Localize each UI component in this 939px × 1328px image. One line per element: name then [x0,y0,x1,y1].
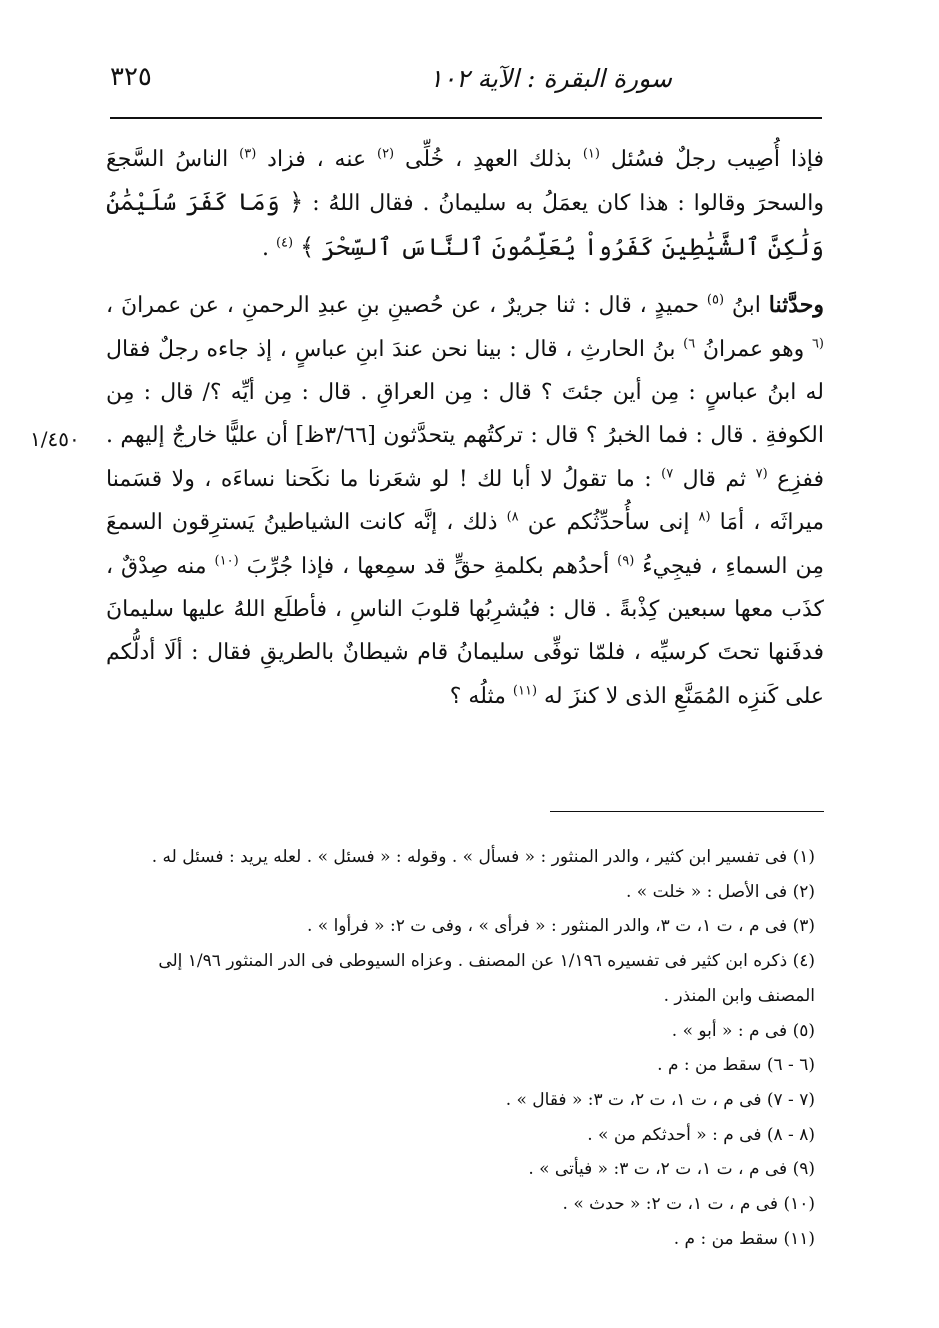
text-segment: إنى سأُحدِّثُكم عن [527,510,690,536]
footnote-10: (١٠) فى م ، ت ١، ت ٢: « حدث » . [562,1194,815,1215]
footnote-5: (٥) فى م : « أبو » . [671,1020,815,1041]
text-segment: وهو عمرانُ [702,336,805,362]
footnote-ref: (٩) [617,553,635,569]
lead-word: وحدَّثنا [768,292,824,319]
text-segment: بذلك العهدِ ، خُلِّى [405,147,572,172]
paragraph-2 [106,284,824,718]
text-segment: فإذا أُصِيب رجلٌ فسُئل [610,147,824,172]
footnote-ref: (٥) [706,292,725,308]
page-number: ٣٢٥ [110,62,152,92]
text-segment: ثم قال [682,466,747,492]
footnote-ref: (٤) [275,235,294,251]
footnote-ref: (٦ [811,336,824,352]
text-segment: عنه ، فزاد [267,147,367,172]
footnote-ref: (١) [582,146,600,162]
footnote-ref: ٧) [661,466,674,482]
footnote-7: (٧ - ٧) فى م ، ت ١، ت ٢، ت ٣: « فقال » . [505,1089,815,1110]
text-segment: أحدُهم بكلمةِ حقٍّ قد سمِعها ، فإذا جُرِّبَ [246,553,610,579]
footnote-ref: (١١) [512,683,538,699]
text-segment: منه صِدْقٌ ، كذَب معها سبعين كِذْبةً . قال : فيُشرِبُها قلوبَ الناسِ ، فأطلَع اللهُ عليها سليمانَ فدفَنها تحتَ كرسيِّه ، فلمّا توفِّى سليمانُ قام شيطانٌ بالطريقِ فقال : ألَا أدلُّكم على كَنزِه المُمَنَّعِ الذى لا كنزَ له [106,553,824,709]
footnote-8: (٨ - ٨) فى م : « أحدثكم من » . [587,1124,815,1145]
text-segment: مثلُه ؟ [449,683,506,709]
main-text [106,138,824,718]
header-rule [110,117,822,119]
footnote-ref: ٦) [683,336,696,352]
footnotes [100,840,815,1256]
footnote-4: (٤) ذكره ابن كثير فى تفسيره ١/١٩٦ عن المصنف . وعزاه السيوطى فى الدر المنثور ١/٩٦ إلى المصنف وابن المنذر . [158,951,815,1006]
text-segment: ابنُ [731,293,761,319]
paragraph-1 [106,138,824,270]
footnote-ref: (٨ [698,509,711,525]
footnote-11: (١١) سقط من : م . [673,1228,815,1249]
text-segment: حميدٍ ، قال : ثنا جريرٌ ، عن حُصينِ بنِ عبدِ الرحمنِ ، عن عمرانَ ، [106,293,700,319]
footnote-9: (٩) فى م ، ت ١، ت ٢، ت ٣: « فيأتى » . [528,1159,815,1180]
footnote-3: (٣) فى م ، ت ١، ت ٣، والدر المنثور : « فرأى » ، وفى ت ٢: « فرأوا » . [306,916,815,937]
text-segment: الناسُ السَّجعَ والسحرَ وقالوا : هذا كان يعمَلُ به سليمانُ . فقال اللهُ : [106,147,824,217]
margin-reference: ١/٤٥٠ [30,427,80,451]
footnote-ref: (٢) [376,146,395,162]
text-segment: بنُ الحارثِ ، قال : بينا نحن عندَ ابنِ عباسٍ ، إذ جاءه رجلٌ فقال له ابنُ عباسٍ : مِن أين جئتَ ؟ قال : مِن العراقِ . قال : مِن أيِّه ؟/ قال : مِن الكوفةِ . قال : فما الخبرُ ؟ قال : تركتُهم يتحدَّثون [٣/٦٦ظ] أن عليًّا خارجٌ إليهم . ففزِع [106,336,825,492]
footnote-6: (٦ - ٦) سقط من : م . [657,1055,815,1076]
quran-verse: ﴿ وَمَا كَفَرَ سُلَيْمَٰنُ وَلَٰكِنَّ ٱلشَّيَٰطِينَ كَفَرُواْ يُعَلِّمُونَ ٱلنَّاسَ ٱلسِّحْرَ ﴾ [106,188,824,261]
footnote-1: (١) فى تفسير ابن كثير ، والدر المنثور : « فسأل » . وقوله : « فسئل » . لعله يريد : فسئل له . [151,847,815,867]
footnote-rule [550,811,824,812]
page-header [110,58,822,114]
text-segment: . [261,235,269,261]
text-segment: : ما تقولُ لا أبا لك ! لو شعَرنا ما نكَحنا نساءَه ، ولا قسَمنا ميراثَه ، أمَا [106,466,825,536]
footnote-ref: (٧ [755,466,768,482]
footnote-2: (٢) فى الأصل : « خلت » . [625,881,815,902]
text-segment: ذلك ، إنَّه كانت الشياطينُ يَسترِقون السمعَ مِن السماءِ ، فيجِيءُ [106,510,825,579]
footnote-ref: ٨) [506,509,519,525]
footnote-ref: (٣) [239,146,257,162]
footnote-ref: (١٠) [214,553,239,569]
running-title: سورة البقرة : الآية ١٠٢ [429,64,672,93]
